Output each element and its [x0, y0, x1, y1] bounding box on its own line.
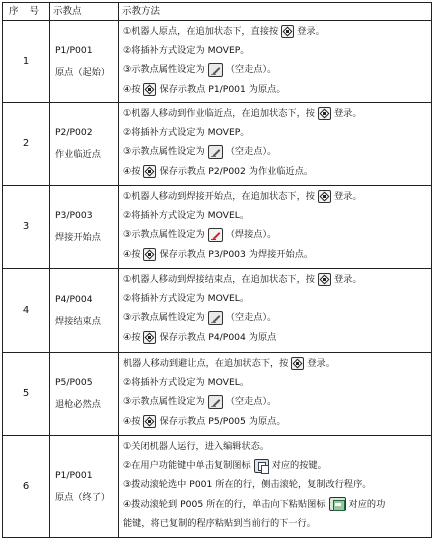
point-id: P1/P001	[55, 469, 93, 481]
point-id: P4/P004	[55, 293, 93, 305]
point-id: P1/P001	[55, 44, 93, 56]
step-line	[123, 104, 427, 123]
step-text: ②在用户功能键中单击复制图标	[123, 460, 251, 472]
step-line	[123, 514, 427, 533]
step-line	[123, 123, 427, 142]
point-label: 焊接结束点	[55, 315, 101, 327]
step-text: ③拨动滚轮选中 P001 所在的行，侧击滚轮，复制改行程序。	[123, 479, 372, 491]
step-text: 对应的功	[348, 498, 386, 510]
enter-key-icon	[318, 107, 331, 120]
step-line	[123, 225, 427, 244]
row-number: 3	[3, 186, 50, 269]
weld-point-icon	[208, 228, 223, 242]
idle-point-icon	[208, 311, 223, 325]
point-id: P2/P002	[55, 127, 93, 138]
step-text: ①关闭机器人运行，进入编辑状态。	[123, 441, 270, 452]
teach-point-cell	[50, 436, 119, 538]
step-text: ③示教点属性设定为	[123, 396, 205, 408]
step-text: ③示教点属性设定为	[123, 229, 205, 241]
idle-point-icon	[208, 395, 223, 409]
step-line	[123, 41, 427, 60]
step-text: 机器人移动到避让点，在追加状态下，按	[123, 358, 289, 369]
step-text: 对应的按键。	[271, 460, 327, 472]
step-text: ③示教点属性设定为	[123, 312, 205, 324]
header-no: 序 号	[3, 3, 50, 21]
header-row	[3, 3, 432, 21]
step-text: （空走点）。	[225, 146, 277, 158]
method-cell	[119, 21, 432, 103]
paste-down-icon	[329, 497, 346, 511]
step-line	[123, 495, 427, 514]
step-text: （空走点）。	[225, 312, 277, 324]
method-cell	[119, 186, 432, 269]
teach-point-cell	[50, 21, 119, 103]
step-line	[123, 60, 427, 79]
step-text: （焊接点）。	[225, 229, 277, 241]
step-text: ④按	[123, 83, 141, 95]
step-text: ②将插补方式设定为 MOVEL。	[123, 293, 250, 305]
step-line	[123, 475, 427, 494]
step-line	[123, 437, 427, 456]
step-text: 保存示教点 P2/P002 为作业临近点。	[159, 165, 314, 177]
step-line	[123, 373, 427, 392]
table-row	[3, 103, 432, 186]
teach-point-cell	[50, 186, 119, 269]
enter-key-icon	[281, 25, 294, 38]
table-row	[3, 186, 432, 269]
point-id: P3/P003	[55, 210, 93, 221]
step-text: 保存示教点 P5/P005 为原点。	[159, 415, 286, 427]
step-line	[123, 308, 427, 327]
step-text: ④按	[123, 415, 141, 427]
table-row	[3, 269, 432, 353]
point-label: 焊接开始点	[55, 232, 101, 243]
point-id: P5/P005	[55, 377, 93, 388]
step-line	[123, 187, 427, 206]
step-text: （空走点）。	[225, 64, 277, 76]
header-method: 示教方法	[119, 3, 432, 21]
step-line	[123, 289, 427, 308]
step-text: ①机器人移动到作业临近点，在追加状态下，按	[123, 108, 315, 119]
step-text: ④按	[123, 248, 141, 260]
row-number: 4	[3, 269, 50, 353]
point-label: 原点（起始）	[55, 66, 111, 78]
enter-key-icon	[143, 83, 156, 96]
step-line	[123, 412, 427, 431]
step-text: ②将插补方式设定为 MOVEP。	[123, 127, 250, 139]
step-text: 保存示教点 P1/P001 为原点。	[159, 83, 286, 95]
step-text: 登录。	[297, 26, 325, 37]
method-cell	[119, 436, 432, 538]
step-text: ①机器人移动到焊接结束点，在追加状态下，按	[123, 274, 315, 285]
enter-key-icon	[318, 190, 331, 203]
step-line	[123, 80, 427, 99]
teaching-table	[2, 2, 432, 538]
table-row	[3, 21, 432, 103]
step-text: 保存示教点 P3/P003 为焊接开始点。	[159, 248, 314, 260]
step-text: ②将插补方式设定为 MOVEL。	[123, 377, 250, 389]
step-line	[123, 354, 427, 373]
step-line	[123, 328, 427, 347]
method-cell	[119, 353, 432, 436]
row-number: 1	[3, 21, 50, 103]
enter-key-icon	[143, 331, 156, 344]
step-text: 登录。	[334, 108, 362, 119]
teach-point-cell	[50, 103, 119, 186]
row-number: 6	[3, 436, 50, 538]
step-text: 能键，将已复制的程序粘贴到当前行的下一行。	[123, 517, 316, 529]
enter-key-icon	[143, 248, 156, 261]
step-text: ②将插补方式设定为 MOVEP。	[123, 45, 250, 57]
header-point: 示教点	[50, 3, 119, 21]
teach-point-cell	[50, 353, 119, 436]
step-text: ①机器人移动到焊接开始点，在追加状态下，按	[123, 191, 315, 202]
step-line	[123, 162, 427, 181]
enter-key-icon	[143, 415, 156, 428]
step-text: 登录。	[334, 274, 362, 285]
step-text: ④按	[123, 331, 141, 343]
method-cell	[119, 103, 432, 186]
step-line	[123, 22, 427, 41]
teach-point-cell	[50, 269, 119, 353]
step-text: （空走点）。	[225, 396, 277, 408]
step-text: 登录。	[334, 191, 362, 202]
step-text: ④按	[123, 165, 141, 177]
copy-icon	[254, 459, 269, 473]
step-text: ②将插补方式设定为 MOVEL。	[123, 210, 250, 222]
step-text: 保存示教点 P4/P004 为原点	[159, 331, 277, 343]
idle-point-icon	[208, 145, 223, 159]
step-text: ③示教点属性设定为	[123, 146, 205, 158]
point-label: 原点（终了）	[55, 491, 111, 503]
step-text: ①机器人原点，在追加状态下，直接按	[123, 26, 279, 37]
method-cell	[119, 269, 432, 353]
table-row	[3, 436, 432, 538]
step-line	[123, 245, 427, 264]
enter-key-icon	[318, 273, 331, 286]
row-number: 5	[3, 353, 50, 436]
step-line	[123, 392, 427, 411]
enter-key-icon	[143, 165, 156, 178]
step-text: 登录。	[307, 358, 335, 369]
row-number: 2	[3, 103, 50, 186]
step-line	[123, 142, 427, 161]
point-label: 作业临近点	[55, 149, 101, 160]
step-text: ③示教点属性设定为	[123, 64, 205, 76]
step-line	[123, 456, 427, 475]
table-row	[3, 353, 432, 436]
enter-key-icon	[291, 357, 304, 370]
idle-point-icon	[208, 63, 223, 77]
step-line	[123, 206, 427, 225]
step-text: ④拨动滚轮到 P005 所在的行，单击向下粘贴图标	[123, 498, 326, 510]
point-label: 退枪必然点	[55, 399, 101, 410]
step-line	[123, 270, 427, 289]
